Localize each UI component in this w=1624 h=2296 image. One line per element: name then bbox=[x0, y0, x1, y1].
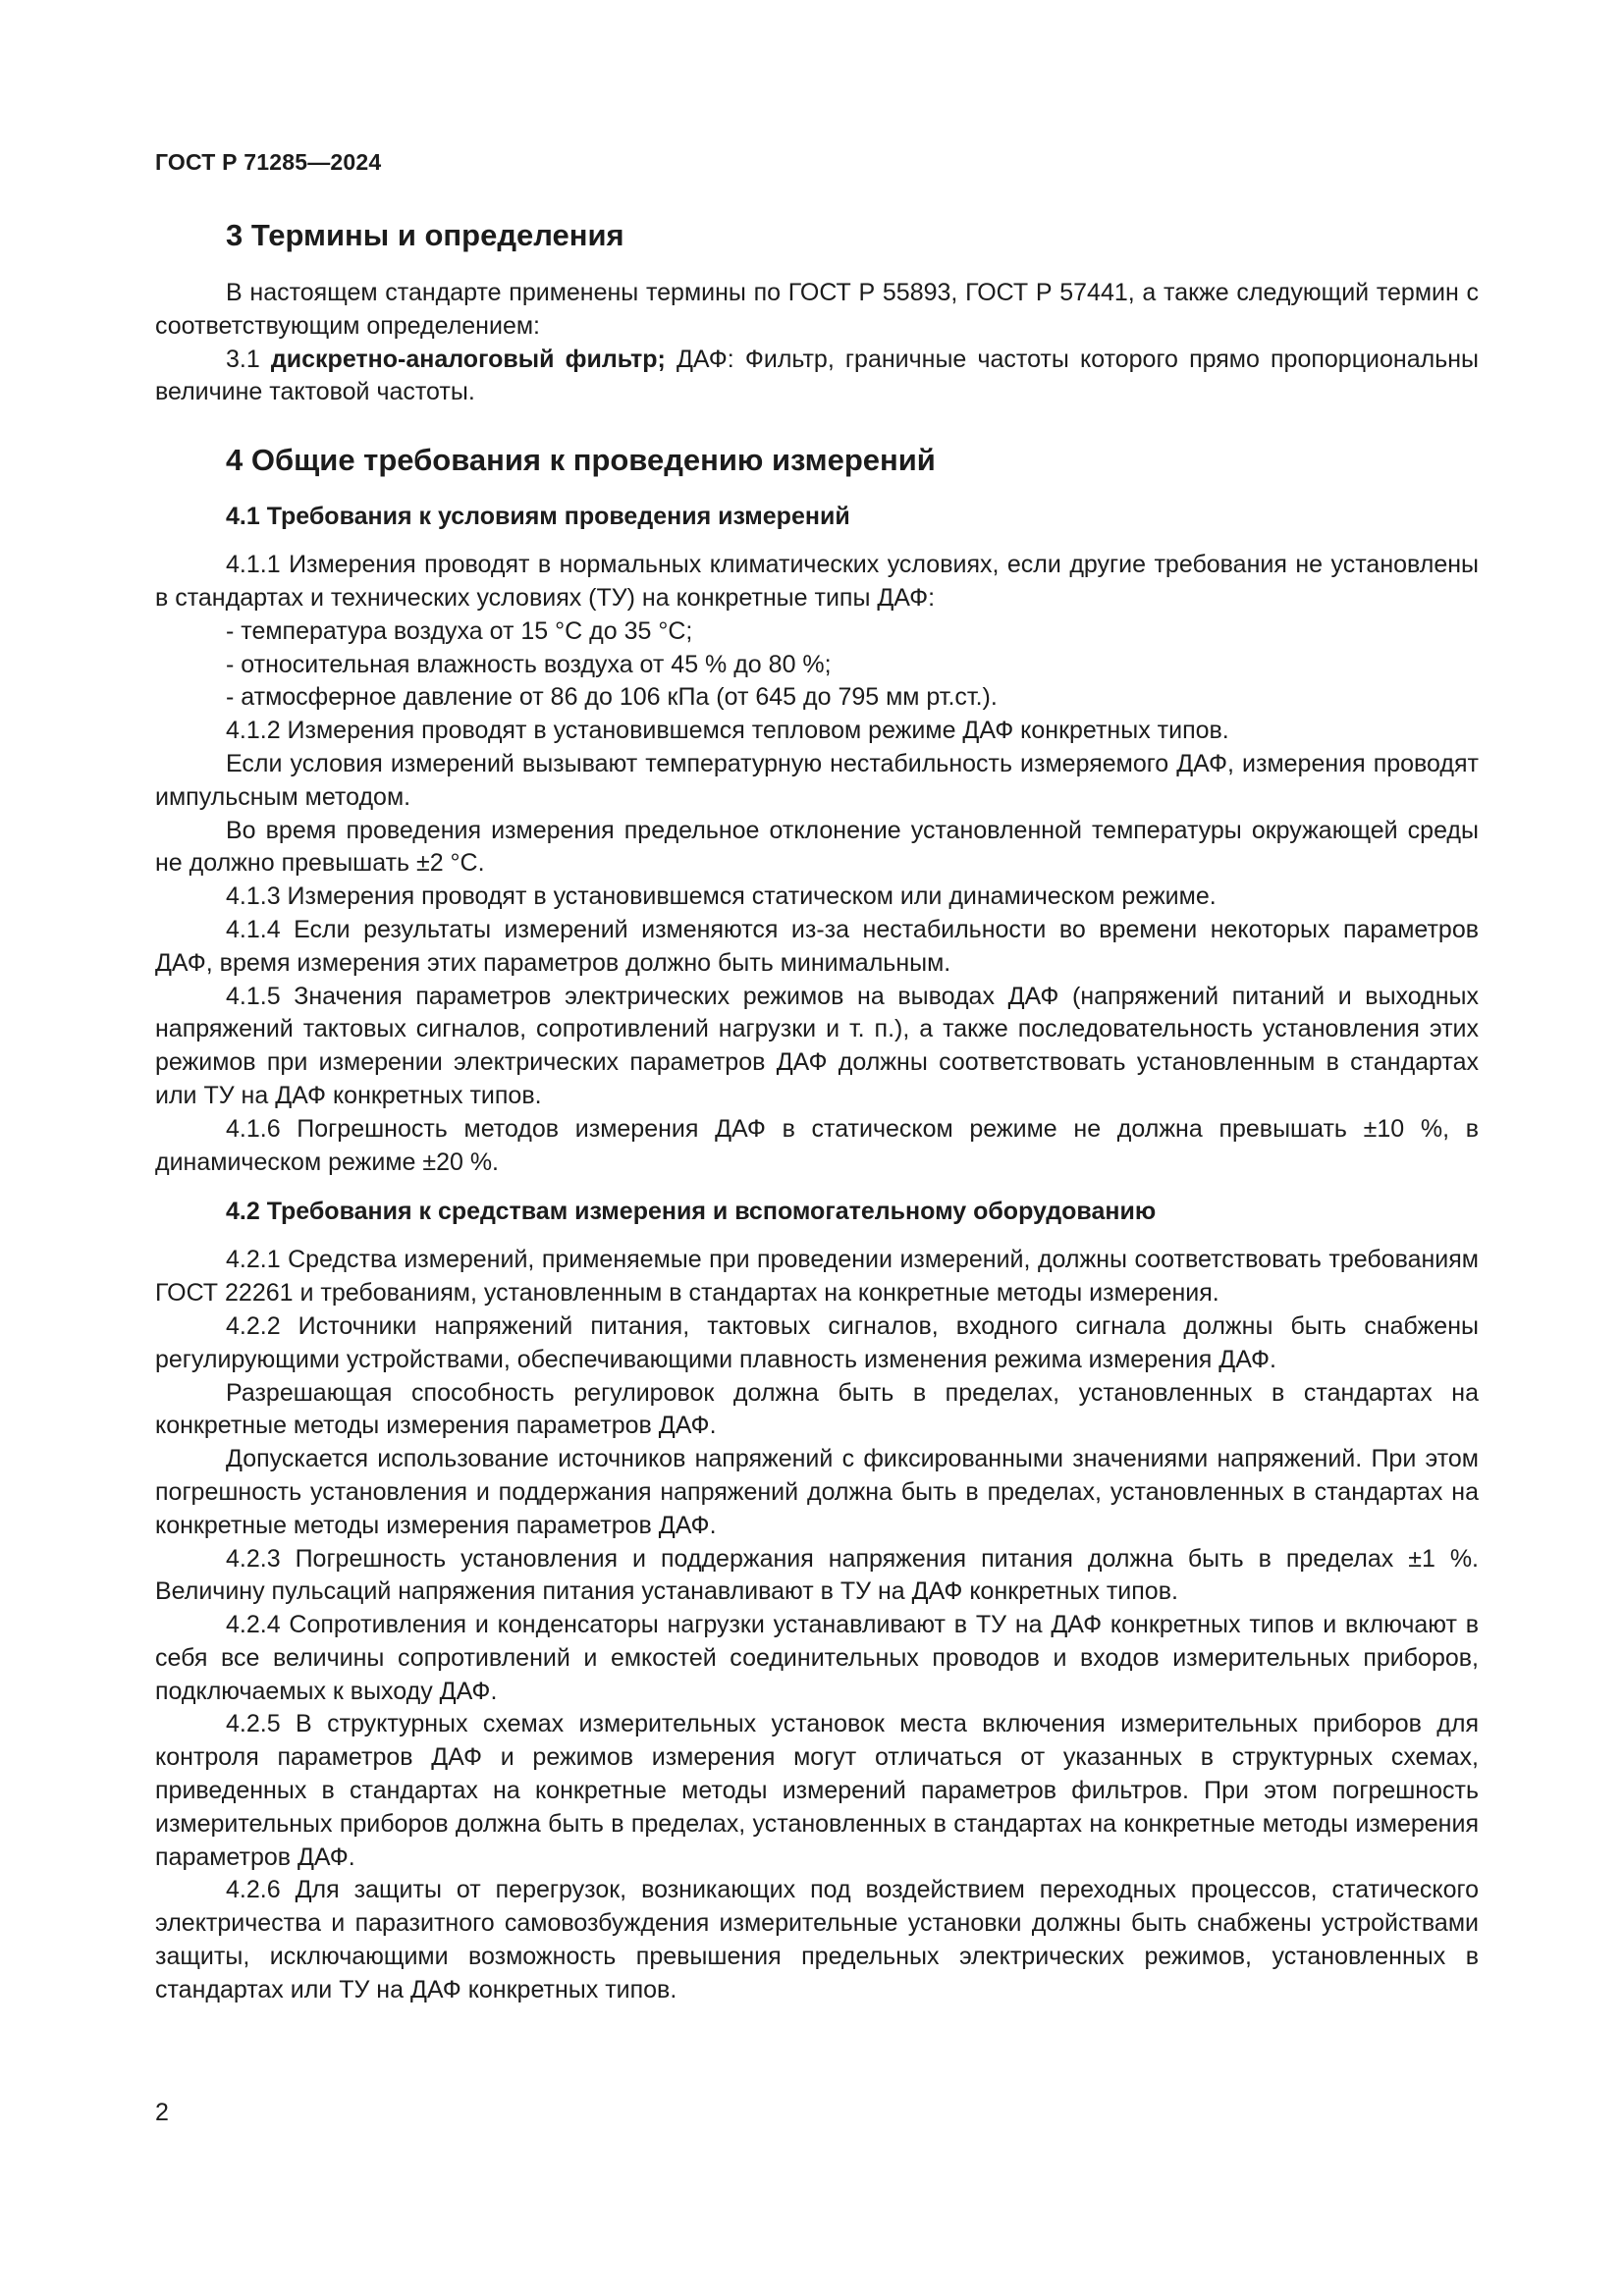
clause-4-2-5: 4.2.5 В структурных схемах измерительных установок места включения измерительных приборов для контроля параметров ДАФ и режимов измерения могут отличаться от указанных в структурных схемах, приведенных в стандартах на конкретные методы измерений параметров фильтров. При этом погрешность измерительных приборов должна быть в пределах, установленных в стандартах на конкретные методы измерения параметров ДАФ. bbox=[155, 1710, 1479, 1871]
term-text: ДАФ: Фильтр, граничные частоты которого прямо пропорциональны величине тактовой частоты. bbox=[155, 345, 1479, 406]
clause-4-2-6: 4.2.6 Для защиты от перегрузок, возникающих под воздействием переходных процессов, статического электричества и паразитного самовозбуждения измерительные установки должны быть снабжены устройствами защиты, исключающими возможность превышения предельных электрических режимов, установленных в стандартах или ТУ на ДАФ конкретных типов. bbox=[155, 1876, 1479, 2003]
clause-4-1-5: 4.1.5 Значения параметров электрических режимов на выводах ДАФ (напряжений питаний и выходных напряжений тактовых сигналов, сопротивлений нагрузки и т. п.), а также последовательность установления этих режимов при измерении электрических параметров ДАФ должны соответствовать установленным в стандартах или ТУ на ДАФ конкретных типов. bbox=[155, 982, 1479, 1109]
clause-4-1-4: 4.1.4 Если результаты измерений изменяются из-за нестабильности во времени некоторых параметров ДАФ, время измерения этих параметров должно быть минимальным. bbox=[155, 915, 1479, 977]
list-item: - температура воздуха от 15 °С до 35 °С; bbox=[226, 616, 693, 645]
paragraph: Во время проведения измерения предельное отклонение установленной температуры окружающей среды не должно превышать ±2 °С. bbox=[155, 816, 1479, 878]
list-item: - атмосферное давление от 86 до 106 кПа (от 645 до 795 мм рт.ст.). bbox=[226, 683, 998, 712]
clause-4-1-3: 4.1.3 Измерения проводят в установившемся статическом или динамическом режиме. bbox=[226, 882, 1217, 911]
page-content bbox=[155, 216, 1479, 2007]
paragraph: Если условия измерений вызывают температурную нестабильность измеряемого ДАФ, измерения проводят импульсным методом. bbox=[155, 749, 1479, 811]
term-name: дискретно-аналоговый фильтр; bbox=[270, 345, 666, 373]
clause-4-2-1: 4.2.1 Средства измерений, применяемые при проведении измерений, должны соответствовать требованиям ГОСТ 22261 и требованиям, установленным в стандартах на конкретные методы измерения. bbox=[155, 1246, 1479, 1308]
term-number: 3.1 bbox=[226, 345, 271, 373]
term-definition-3-1 bbox=[155, 344, 1479, 410]
clause-4-2-2: 4.2.2 Источники напряжений питания, тактовых сигналов, входного сигнала должны быть снабжены регулирующими устройствами, обеспечивающими плавность изменения режима измерения ДАФ. bbox=[155, 1311, 1479, 1373]
section-3-heading: 3 Термины и определения bbox=[226, 218, 624, 252]
clause-4-1-2: 4.1.2 Измерения проводят в установившемся тепловом режиме ДАФ конкретных типов. bbox=[226, 717, 1229, 745]
section-4-heading: 4 Общие требования к проведению измерений bbox=[226, 443, 936, 478]
list-item: - относительная влажность воздуха от 45 % до 80 %; bbox=[226, 650, 832, 678]
subsection-4-2-heading: 4.2 Требования к средствам измерения и вспомогательному оборудованию bbox=[226, 1198, 1157, 1226]
document-code: ГОСТ Р 71285—2024 bbox=[155, 149, 382, 175]
subsection-4-1-heading: 4.1 Требования к условиям проведения измерений bbox=[226, 503, 850, 531]
page-number: 2 bbox=[155, 2099, 169, 2126]
paragraph: Разрешающая способность регулировок должна быть в пределах, установленных в стандартах на конкретные методы измерения параметров ДАФ. bbox=[155, 1378, 1479, 1440]
clause-4-1-6: 4.1.6 Погрешность методов измерения ДАФ в статическом режиме не должна превышать ±10 %, в динамическом режиме ±20 %. bbox=[155, 1114, 1479, 1176]
section-3-intro: В настоящем стандарте применены термины по ГОСТ Р 55893, ГОСТ Р 57441, а также следующий термин с соответствующим определением: bbox=[155, 279, 1479, 340]
clause-4-2-3: 4.2.3 Погрешность установления и поддержания напряжения питания должна быть в пределах ±1 %. Величину пульсаций напряжения питания устанавливают в ТУ на ДАФ конкретных типов. bbox=[155, 1544, 1479, 1606]
paragraph: Допускается использование источников напряжений с фиксированными значениями напряжений. При этом погрешность установления и поддержания напряжений должна быть в пределах, установленных в стандартах на конкретные методы измерения параметров ДАФ. bbox=[155, 1445, 1479, 1539]
clause-4-1-1: 4.1.1 Измерения проводят в нормальных климатических условиях, если другие требования не установлены в стандартах и технических условиях (ТУ) на конкретные типы ДАФ: bbox=[155, 551, 1479, 612]
clause-4-2-4: 4.2.4 Сопротивления и конденсаторы нагрузки устанавливают в ТУ на ДАФ конкретных типов и включают в себя все величины сопротивлений и емкостей соединительных проводов и входов измерительных приборов, подключаемых к выходу ДАФ. bbox=[155, 1611, 1479, 1705]
